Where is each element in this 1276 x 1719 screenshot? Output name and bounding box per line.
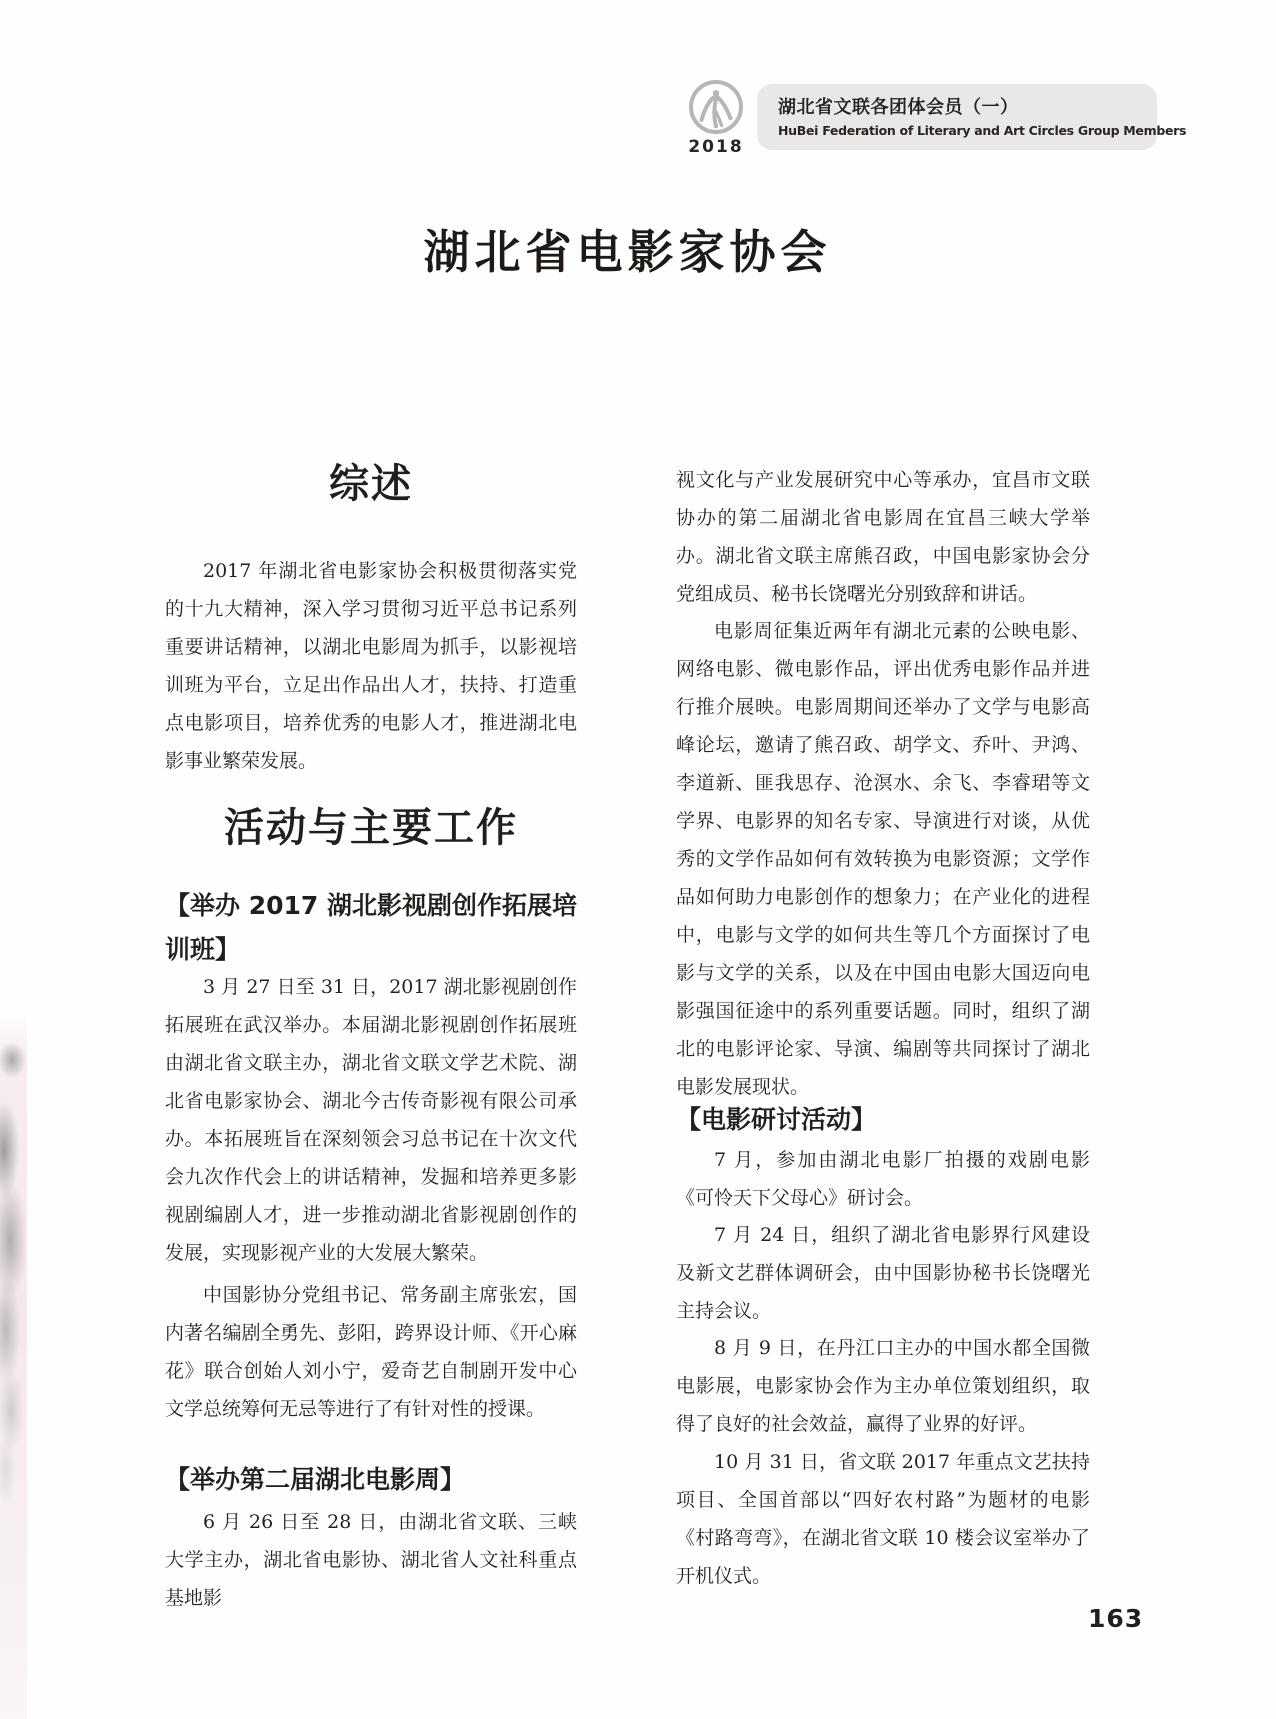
seminar-paragraph-2: 7 月 24 日，组织了湖北省电影界行风建设及新文艺群体调研会，由中国影协秘书长饶曙光主持会议。 [676,1224,1090,1322]
banner-subtitle: HuBei Federation of Literary and Art Circles Group Members [778,123,1187,138]
film-week-heading: 【举办第二届湖北电影周】 [165,1465,466,1494]
seminar-paragraph-1: 7 月，参加由湖北电影厂拍摄的戏剧电影《可怜天下父母心》研讨会。 [676,1149,1090,1209]
training-class-paragraph-1: 3 月 27 日至 31 日，2017 湖北影视剧创作拓展班在武汉举办。本届湖北影视剧创作拓展班由湖北省文联主办，湖北省文联文学艺术院、湖北省电影家协会、湖北今古传奇影视有限公司承办。本拓展班旨在深刻领会习总书记在十次文代会九次作代会上的讲话精神，发掘和培养更多影视剧编剧人才，进一步推动湖北省影视剧创作的发展，实现影视产业的大发展大繁荣。 [165,976,577,1264]
seminar-heading: 【电影研讨活动】 [676,1105,877,1134]
overview-heading: 综述 [329,461,413,507]
overview-paragraph: 2017 年湖北省电影家协会积极贯彻落实党的十九大精神，深入学习贯彻习近平总书记系列重要讲话精神，以湖北电影周为抓手，以影视培训班为平台，立足出作品出人才，扶持、打造重点电影项目，培养优秀的电影人才，推进湖北电影事业繁荣发展。 [165,560,577,772]
film-week-paragraph-continued: 视文化与产业发展研究中心等承办，宜昌市文联协办的第二届湖北省电影周在宜昌三峡大学举办。湖北省文联主席熊召政，中国电影家协会分党组成员、秘书长饶曙光分别致辞和讲话。 [676,469,1090,605]
page-number: 163 [1088,1604,1144,1633]
header-banner [757,84,1187,150]
seminar-paragraph-4: 10 月 31 日，省文联 2017 年重点文艺扶持项目、全国首部以“四好农村路”为题材的电影《村路弯弯》，在湖北省文联 10 楼会议室举办了开机仪式。 [676,1451,1090,1587]
page-title: 湖北省电影家协会 [423,225,832,279]
seminar-paragraph-3: 8 月 9 日，在丹江口主办的中国水都全国微电影展，电影家协会作为主办单位策划组织，取得了良好的社会效益，赢得了业界的好评。 [676,1337,1090,1435]
training-class-paragraph-2: 中国影协分党组书记、常务副主席张宏，国内著名编剧全勇先、彭阳，跨界设计师、《开心麻花》联合创始人刘小宁，爱奇艺自制剧开发中心文学总统筹何无忌等进行了有针对性的授课。 [165,1284,577,1420]
activities-heading: 活动与主要工作 [224,805,518,851]
logo-year: 2018 [688,137,744,157]
page-header-logo-block [686,78,746,156]
federation-logo-icon [687,78,745,136]
training-class-heading: 【举办 2017 湖北影视剧创作拓展培训班】 [165,891,577,964]
banner-title: 湖北省文联各团体会员（一） [778,97,1019,118]
ink-wash-decoration [0,1015,27,1719]
film-week-paragraph-start: 6 月 26 日至 28 日，由湖北省文联、三峡大学主办，湖北省电影协、湖北省人文社科重点基地影 [165,1511,577,1609]
film-week-paragraph-2: 电影周征集近两年有湖北元素的公映电影、网络电影、微电影作品，评出优秀电影作品并进行推介展映。电影周期间还举办了文学与电影高峰论坛，邀请了熊召政、胡学文、乔叶、尹鸿、李道新、匪我思存、沧溟水、余飞、李睿珺等文学界、电影界的知名专家、导演进行对谈，从优秀的文学作品如何有效转换为电影资源；文学作品如何助力电影创作的想象力；在产业化的进程中，电影与文学的如何共生等几个方面探讨了电影与文学的关系，以及在中国由电影大国迈向电影强国征途中的系列重要话题。同时，组织了湖北的电影评论家、导演、编剧等共同探讨了湖北电影发展现状。 [676,620,1090,1098]
